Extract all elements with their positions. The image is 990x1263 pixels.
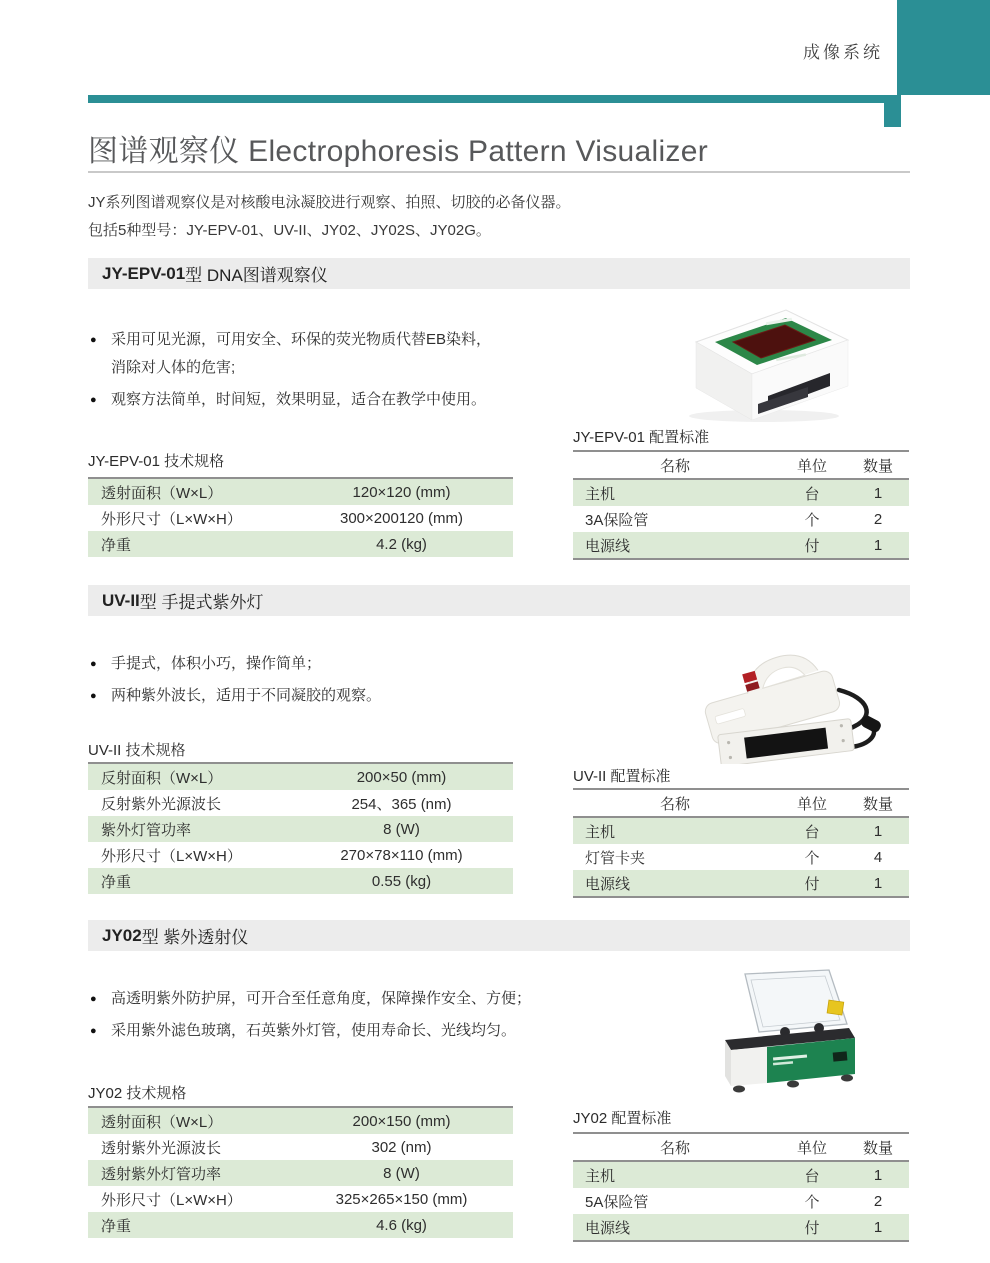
config-row	[573, 1162, 909, 1188]
config-name: 主机	[585, 1167, 616, 1185]
bullet-item: ● 观察方法简单，时间短，效果明显，适合在教学中使用。	[90, 386, 590, 414]
config-header-qty: 数量	[862, 795, 893, 813]
config-qty: 2	[873, 1192, 883, 1210]
spec-value: 8 (W)	[383, 1164, 420, 1182]
spec-label: 外形尺寸（L×W×H）	[101, 847, 242, 865]
bullet-item: ● 手提式，体积小巧，操作简单；	[90, 650, 590, 678]
spec-row	[88, 1212, 513, 1238]
config-row	[573, 870, 909, 896]
bullet-item: ● 两种紫外波长，适用于不同凝胶的观察。	[90, 682, 590, 710]
config-qty: 1	[873, 536, 883, 554]
spec-value: 200×150 (mm)	[352, 1112, 451, 1130]
spec-row	[88, 1108, 513, 1134]
teal-corner-block	[897, 0, 990, 95]
config-qty: 4	[873, 848, 883, 866]
spec-value: 325×265×150 (mm)	[335, 1190, 468, 1208]
config-row	[573, 480, 909, 506]
config-name: 电源线	[585, 1219, 631, 1237]
spec-row	[88, 505, 513, 531]
spec-label: 反射面积（W×L）	[101, 769, 223, 787]
spec-row	[88, 1160, 513, 1186]
spec-table-jy-epv-01	[88, 477, 513, 557]
spec-row	[88, 816, 513, 842]
config-header-qty: 数量	[862, 457, 893, 475]
config-unit: 台	[804, 1167, 820, 1185]
config-unit: 个	[804, 1193, 820, 1211]
spec-value: 300×200120 (mm)	[340, 509, 463, 527]
spec-row	[88, 1186, 513, 1212]
page-title: 图谱观察仪 Electrophoresis Pattern Visualizer	[88, 135, 708, 168]
config-name: 电源线	[585, 875, 631, 893]
spec-table-jy02	[88, 1106, 513, 1238]
section-header-jy-epv-01	[88, 258, 910, 289]
section-header-text: 型 DNA图谱观察仪	[185, 266, 328, 285]
config-table-title: UV-II 配置标准	[573, 768, 671, 785]
spec-label: 透射紫外光源波长	[101, 1139, 222, 1157]
config-unit: 台	[804, 485, 820, 503]
config-name: 电源线	[585, 537, 631, 555]
spec-label: 外形尺寸（L×W×H）	[101, 1191, 242, 1209]
spec-row	[88, 479, 513, 505]
spec-table-title: JY-EPV-01 技术规格	[88, 453, 225, 470]
spec-value: 200×50 (mm)	[356, 768, 447, 786]
config-qty: 1	[873, 484, 883, 502]
page-category-label: 成像系统	[803, 43, 883, 62]
config-unit: 付	[804, 537, 820, 555]
config-name: 3A保险管	[585, 511, 649, 529]
config-row	[573, 1214, 909, 1240]
config-table-jy02	[573, 1132, 909, 1242]
config-header-name: 名称	[659, 457, 690, 475]
config-qty: 2	[873, 510, 883, 528]
spec-label: 净重	[101, 1217, 132, 1235]
section-header-text: 型 手提式紫外灯	[139, 593, 264, 612]
config-header-name: 名称	[659, 795, 690, 813]
config-header-unit: 单位	[796, 795, 827, 813]
config-row	[573, 532, 909, 558]
section-header-jy02	[88, 920, 910, 951]
product-image-uv-ii	[693, 640, 885, 764]
bullet-item: ● 采用紫外滤色玻璃，石英紫外灯管，使用寿命长、光线均匀。	[90, 1017, 590, 1045]
spec-row	[88, 790, 513, 816]
spec-label: 反射紫外光源波长	[101, 795, 222, 813]
spec-label: 净重	[101, 536, 132, 554]
bullet-line: ● 采用可见光源，可用安全、环保的荧光物质代替EB染料，	[111, 331, 492, 348]
config-row	[573, 1188, 909, 1214]
intro-line: 包括5种型号：JY-EPV-01、UV-II、JY02、JY02S、JY02G。	[88, 222, 491, 239]
config-qty: 1	[873, 1166, 883, 1184]
product-image-jy-epv-01	[668, 298, 853, 424]
bullet-item: ● 高透明紫外防护屏，可开合至任意角度，保障操作安全、方便；	[90, 985, 590, 1013]
feature-bullets	[90, 326, 590, 418]
spec-row	[88, 842, 513, 868]
config-table-jy-epv-01	[573, 450, 909, 560]
spec-value: 302 (nm)	[371, 1138, 432, 1156]
spec-value: 270×78×110 (mm)	[340, 846, 463, 864]
spec-value: 4.2 (kg)	[376, 535, 427, 553]
config-header-row	[573, 1134, 909, 1162]
spec-table-title: JY02 技术规格	[88, 1085, 187, 1102]
teal-divider-stub	[884, 95, 901, 127]
spec-row	[88, 868, 513, 894]
spec-label: 透射面积（W×L）	[101, 1113, 223, 1131]
spec-table-uv-ii	[88, 762, 513, 894]
section-model: JY-EPV-01	[102, 263, 186, 283]
config-table-title: JY02 配置标准	[573, 1110, 672, 1127]
spec-value: 0.55 (kg)	[371, 872, 432, 890]
spec-value: 8 (W)	[383, 820, 420, 838]
section-model: UV-II	[102, 590, 140, 610]
spec-label: 紫外灯管功率	[101, 821, 192, 839]
config-header-unit: 单位	[796, 1139, 827, 1157]
spec-row	[88, 764, 513, 790]
spec-row	[88, 1134, 513, 1160]
section-header-uv-ii	[88, 585, 910, 616]
spec-table-title: UV-II 技术规格	[88, 742, 186, 759]
bullet-line: 消除对人体的危害;	[111, 359, 236, 376]
config-qty: 1	[873, 822, 883, 840]
config-name: 灯管卡夹	[585, 849, 646, 867]
config-header-row	[573, 452, 909, 480]
config-qty: 1	[873, 874, 883, 892]
config-name: 主机	[585, 485, 616, 503]
spec-label: 透射面积（W×L）	[101, 484, 223, 502]
config-unit: 付	[804, 875, 820, 893]
section-model: JY02	[102, 925, 142, 945]
config-qty: 1	[873, 1218, 883, 1236]
config-unit: 个	[804, 511, 820, 529]
product-image-jy02	[695, 968, 877, 1104]
spec-label: 外形尺寸（L×W×H）	[101, 510, 242, 528]
intro-line: JY系列图谱观察仪是对核酸电泳凝胶进行观察、拍照、切胶的必备仪器。	[88, 194, 571, 211]
spec-row	[88, 531, 513, 557]
config-row	[573, 844, 909, 870]
bullet-item	[90, 326, 590, 382]
config-unit: 台	[804, 823, 820, 841]
spec-value: 254、365 (nm)	[351, 795, 452, 813]
config-table-uv-ii	[573, 788, 909, 898]
config-name: 主机	[585, 823, 616, 841]
config-unit: 付	[804, 1219, 820, 1237]
feature-bullets	[90, 650, 590, 714]
config-header-qty: 数量	[862, 1139, 893, 1157]
spec-label: 净重	[101, 873, 132, 891]
config-table-title: JY-EPV-01 配置标准	[573, 429, 710, 446]
config-header-unit: 单位	[796, 457, 827, 475]
feature-bullets	[90, 985, 590, 1049]
title-underline	[88, 171, 910, 173]
spec-value: 120×120 (mm)	[352, 483, 451, 501]
spec-label: 透射紫外灯管功率	[101, 1165, 222, 1183]
config-header-row	[573, 790, 909, 818]
config-row	[573, 506, 909, 532]
spec-value: 4.6 (kg)	[376, 1216, 427, 1234]
config-name: 5A保险管	[585, 1193, 649, 1211]
section-header-text: 型 紫外透射仪	[141, 928, 249, 947]
config-row	[573, 818, 909, 844]
teal-divider-bar	[88, 95, 897, 103]
config-header-name: 名称	[659, 1139, 690, 1157]
config-unit: 个	[804, 849, 820, 867]
